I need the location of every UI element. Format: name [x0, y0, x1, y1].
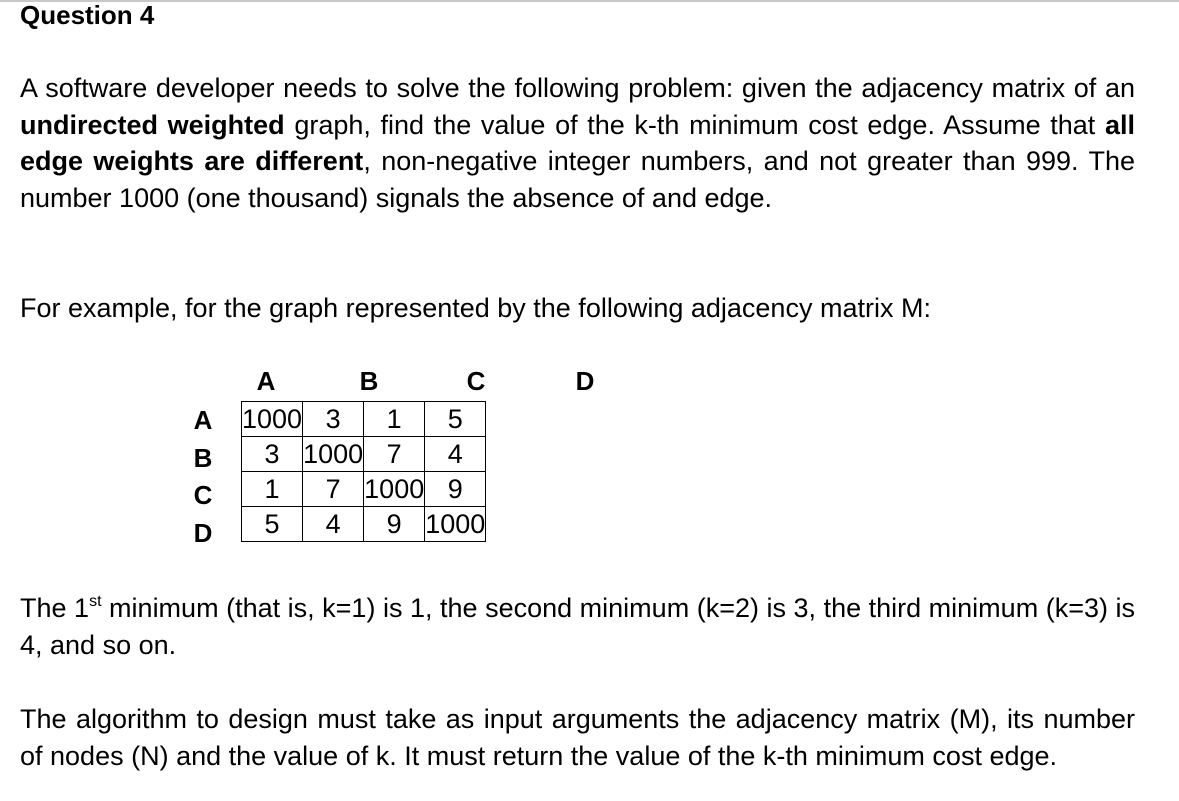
matrix-cell: 9: [364, 507, 425, 542]
matrix-cell: 7: [364, 437, 425, 472]
matrix-cell: 9: [425, 472, 486, 507]
matrix-row: [242, 437, 486, 472]
p1-bold-undirected-weighted: undirected weighted: [20, 109, 285, 140]
matrix-cell: 1000: [364, 472, 425, 507]
matrix-cell: 4: [425, 437, 486, 472]
problem-statement-paragraph: [20, 70, 1135, 216]
p1-text-3: , non-negative integer numbers, and not greater than 999. The number 1000 (one thousand) signals the absence of and edge.: [20, 146, 1135, 213]
matrix-cell: 5: [425, 402, 486, 437]
matrix-row-header-a: A: [193, 405, 213, 435]
matrix-row-header-d: D: [193, 518, 213, 548]
matrix-cell: 1: [242, 472, 303, 507]
algorithm-requirements-paragraph: The algorithm to design must take as input arguments the adjacency matrix (M), its number of nodes (N) and the value of k. It must return the value of the k-th minimum cost edge.: [20, 704, 1135, 771]
question-heading: Question 4: [20, 0, 155, 30]
matrix-cell: 4: [303, 507, 364, 542]
p3-text-2: minimum (that is, k=1) is 1, the second minimum (k=2) is 3, the third minimum (k=3) is 4, and so on.: [20, 593, 1135, 660]
minimum-explanation-paragraph: [20, 590, 1135, 663]
matrix-column-header-b: B: [359, 366, 379, 396]
matrix-row: [242, 402, 486, 437]
matrix-column-header-a: A: [256, 366, 276, 396]
matrix-grid: [241, 401, 486, 542]
p1-text-1: A software developer needs to solve the following problem: given the adjacency matrix of an: [20, 73, 1135, 103]
p1-bold-weights-different: all edge weights are different: [20, 109, 1135, 176]
matrix-cell: 1000: [242, 402, 303, 437]
matrix-cell: 5: [242, 507, 303, 542]
matrix-cell: 1: [364, 402, 425, 437]
matrix-cell: 3: [242, 437, 303, 472]
matrix-cell: 7: [303, 472, 364, 507]
matrix-row-header-b: B: [193, 443, 213, 473]
p1-text-2: graph, find the value of the k-th minimum cost edge. Assume that: [284, 109, 1105, 140]
matrix-column-header-c: C: [466, 366, 486, 396]
p3-superscript: st: [89, 593, 102, 610]
matrix-row: [242, 507, 486, 542]
matrix-column-header-d: D: [575, 366, 595, 396]
matrix-row-header-c: C: [193, 480, 213, 510]
matrix-cell: 1000: [425, 507, 486, 542]
p3-text-1: The 1: [20, 593, 90, 623]
matrix-row: [242, 472, 486, 507]
matrix-cell: 3: [303, 402, 364, 437]
matrix-cell: 1000: [303, 437, 364, 472]
top-divider: [0, 0, 1179, 2]
example-intro-paragraph: For example, for the graph represented by the following adjacency matrix M:: [20, 293, 931, 323]
